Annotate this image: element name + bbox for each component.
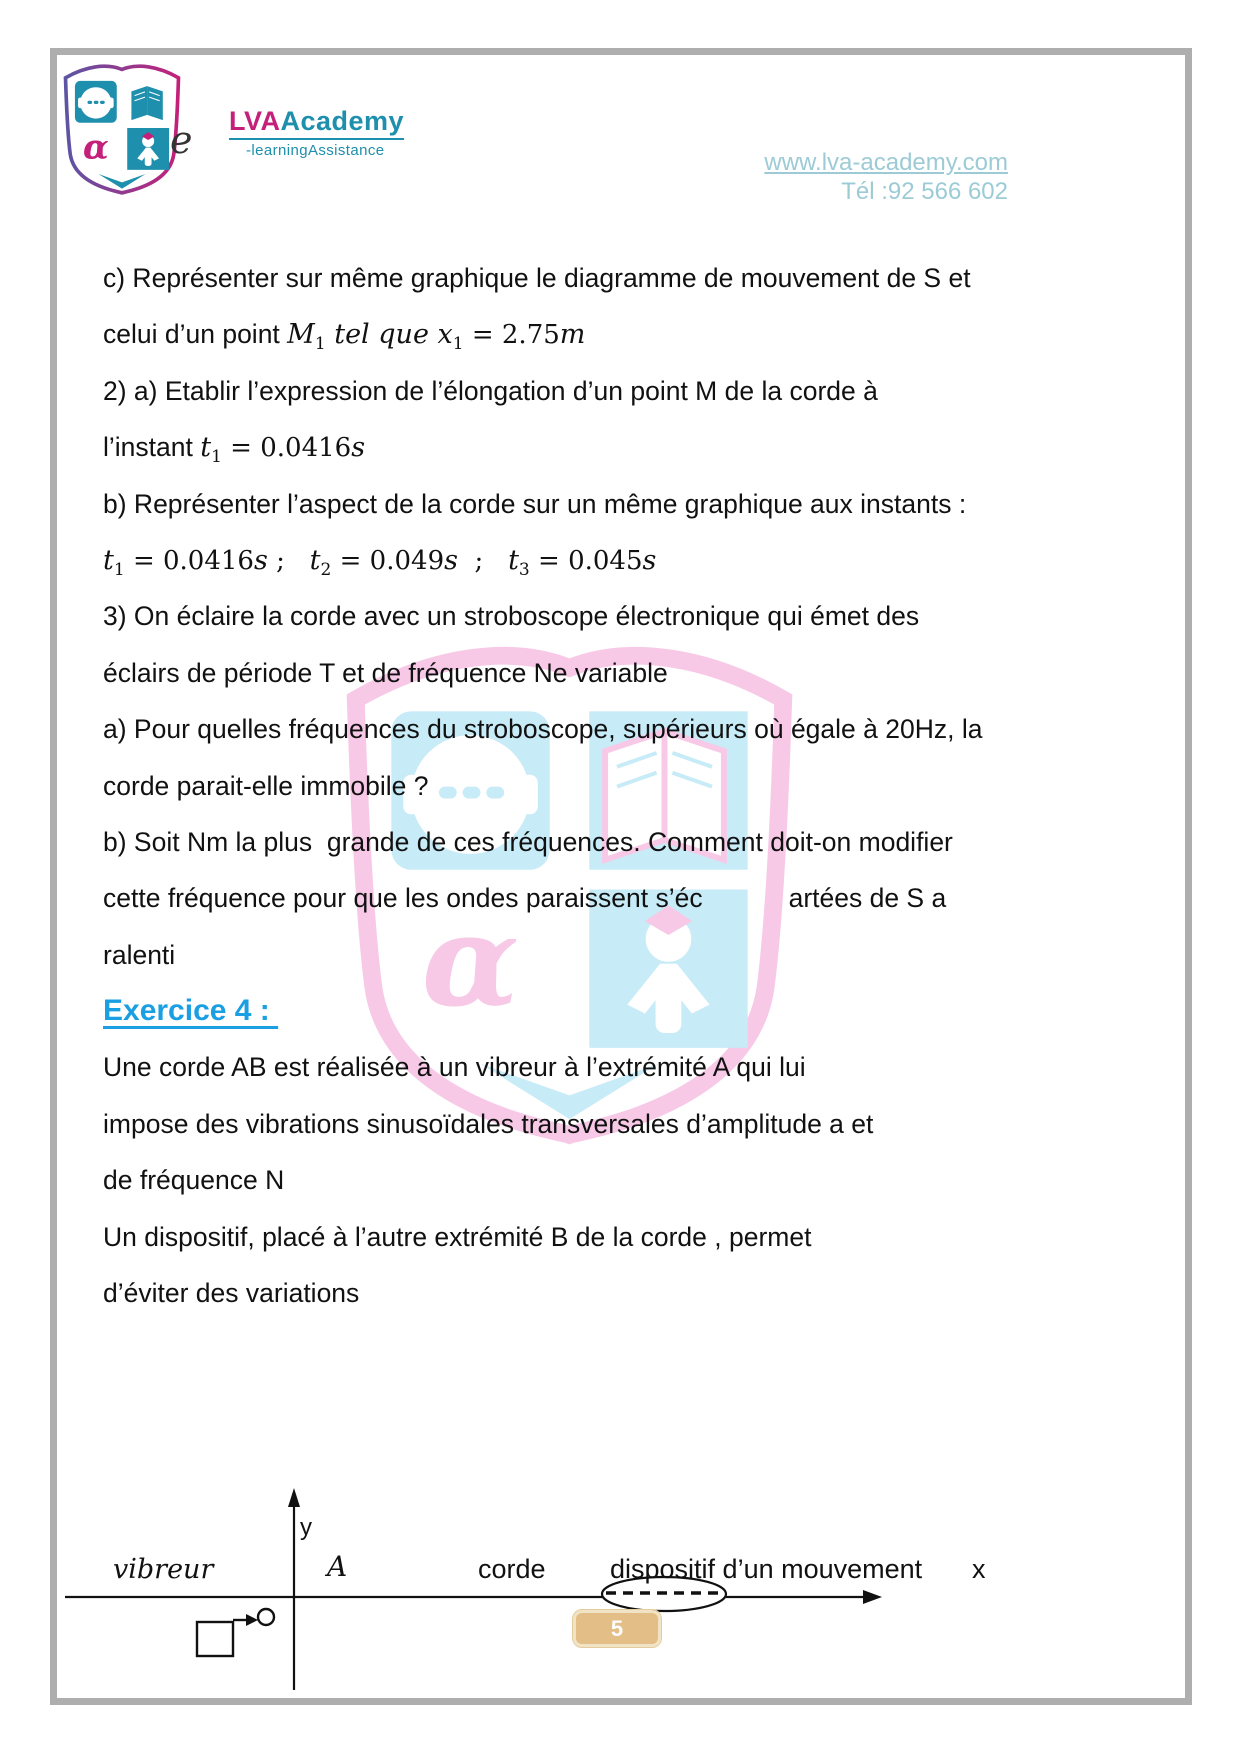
x-axis: [65, 1590, 882, 1604]
text-line: impose des vibrations sinusoïdales transversales d’amplitude a et: [103, 1108, 874, 1139]
brand-title: [229, 106, 404, 140]
text-line: cette fréquence pour que les ondes paraissent s’éc artées de S a: [103, 883, 947, 914]
vibrator-square: [197, 1609, 274, 1656]
text-line: b) Soit Nm la plus grande de ces fréquences. Comment doit-on modifier: [103, 826, 953, 857]
text-line: éclairs de période T et de fréquence Ne variable: [103, 657, 668, 688]
person-icon: [127, 128, 169, 170]
contact-block: [764, 148, 1008, 206]
text-line: Un dispositif, placé à l’autre extrémité B de la corde , permet: [103, 1221, 812, 1252]
page-number-badge: 5: [573, 1610, 661, 1647]
text-line: de fréquence N: [103, 1165, 285, 1196]
text-line: c) Représenter sur même graphique le diagramme de mouvement de S et: [103, 263, 971, 293]
text-line: $t_1 = 0.0416s$ ; $t_2 = 0.049s$ ; $t_3 = 0.045s$: [103, 544, 657, 580]
alpha-icon: α: [82, 127, 109, 167]
diagram: [0, 1480, 1240, 1720]
text-line: ralenti: [103, 939, 176, 970]
text-line: celui d’un point $M_1$ tel que $x_1 = 2.75m$: [103, 319, 586, 355]
brand-lva: LVA: [229, 106, 281, 136]
exercise-heading: Exercice 4 :: [103, 994, 279, 1028]
text-line: b) Représenter l’aspect de la corde sur un même graphique aux instants :: [103, 488, 967, 519]
text-line: Une corde AB est réalisée à un vibreur à l’extrémité A qui lui: [103, 1052, 806, 1083]
text-line: l’instant $t_1 = 0.0416s$: [103, 432, 366, 468]
text-line: 3) On éclaire la corde avec un stroboscope électronique qui émet des: [103, 601, 920, 632]
y-axis-label: y: [300, 1514, 312, 1541]
text-line: a) Pour quelles fréquences du stroboscope, supérieurs où égale à 20Hz, la: [103, 714, 983, 745]
phone-number: Tél :92 566 602: [841, 178, 1008, 205]
website-link[interactable]: www.lva-academy.com: [764, 149, 1008, 176]
text-line: corde parait-elle immobile ?: [103, 770, 429, 801]
headset-icon: [75, 81, 117, 123]
y-axis: [288, 1488, 300, 1690]
content-lines: [103, 250, 1163, 1321]
logo-shield-icon: [58, 60, 186, 196]
x-axis-label: x: [972, 1554, 986, 1584]
dispositif-label: dispositif d’un mouvement: [610, 1554, 923, 1584]
text-line: d’éviter des variations: [103, 1278, 360, 1309]
point-a-label: A: [327, 1550, 348, 1583]
alpha-icon: α: [421, 885, 520, 1035]
brand-tagline: -learningAssistance: [246, 142, 385, 159]
text-line: 2) a) Etablir l’expression de l’élongation d’un point M de la corde à: [103, 375, 878, 406]
vibreur-label: vibreur: [113, 1554, 214, 1585]
corde-label: corde: [478, 1554, 546, 1584]
brand-academy: Academy: [280, 106, 405, 136]
logo-script-e: e: [170, 118, 193, 162]
